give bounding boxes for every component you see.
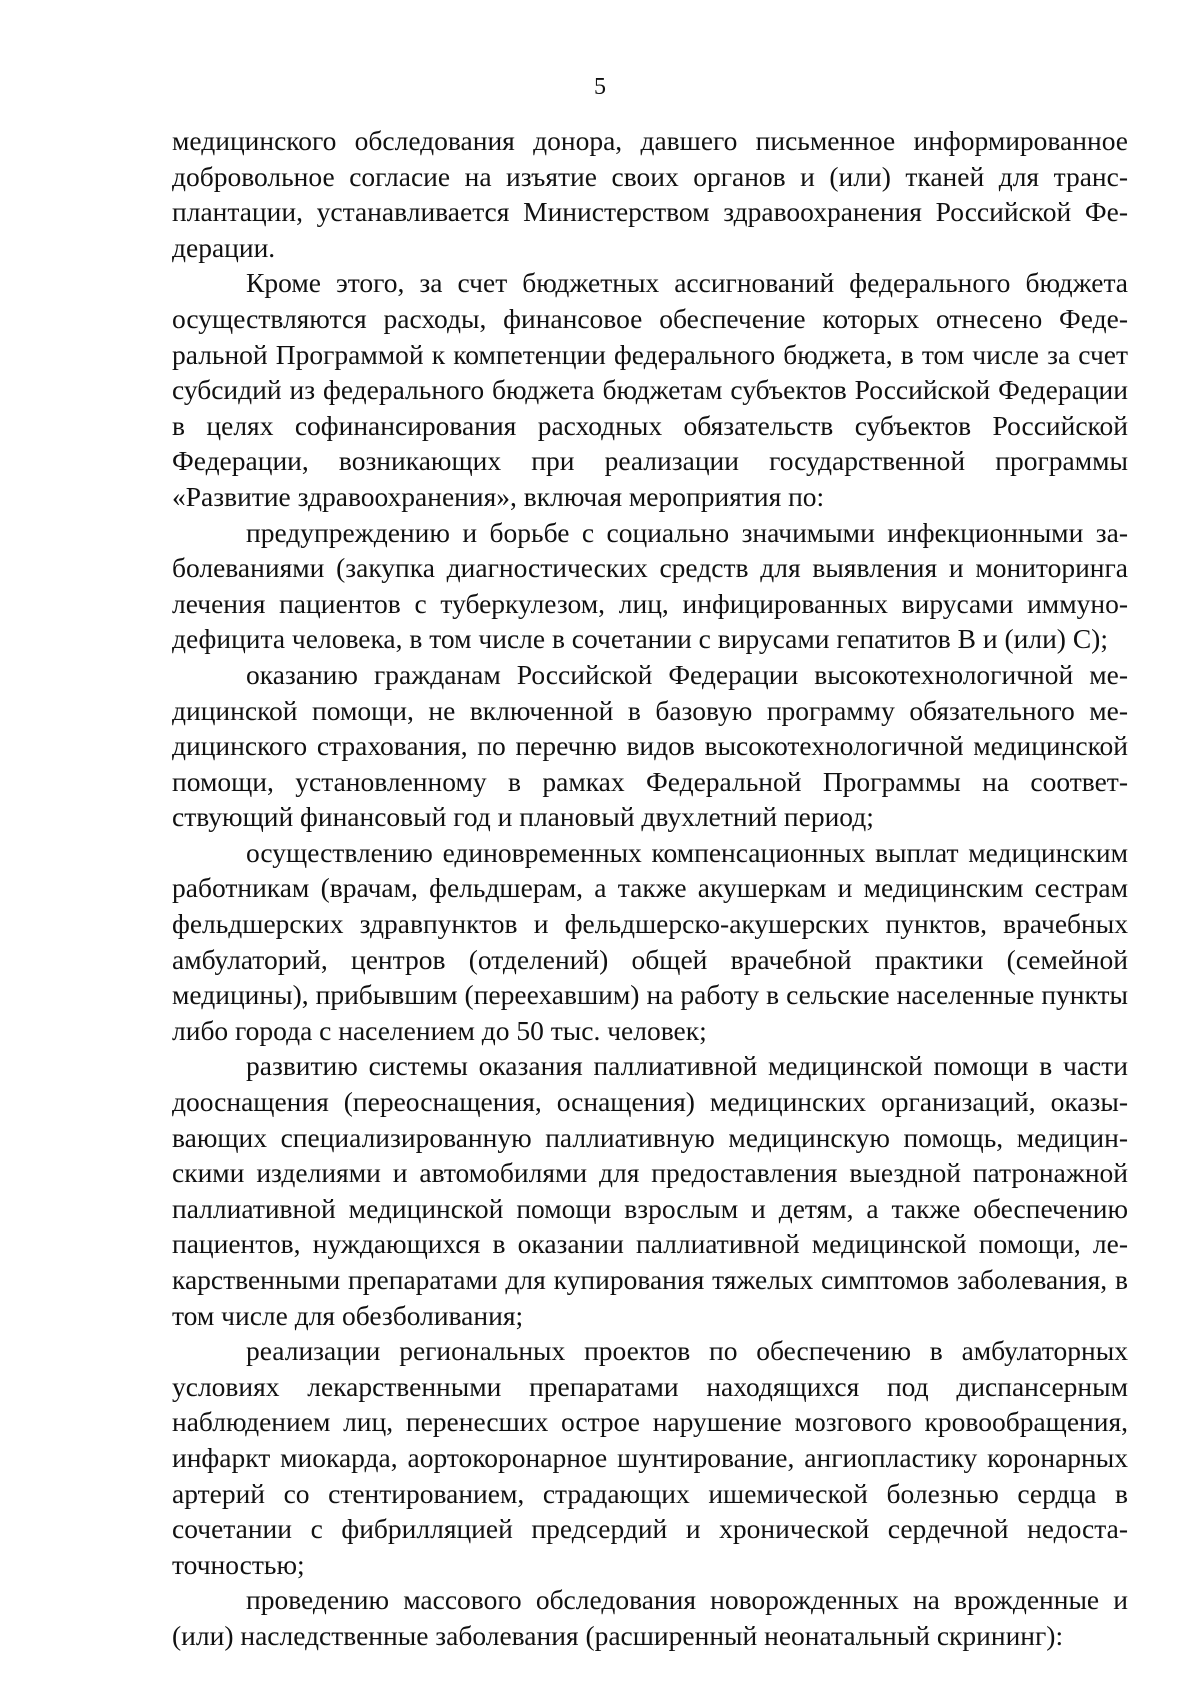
paragraph-infectious-diseases: предупреждению и борьбе с социально значимыми инфекционными заболеваниями (закупка диагностических средств для выявления и мониторинга лечения пациентов с туберкулезом, лиц, инфицированных вирусами иммунодефицита человека, в том числе в сочетании с вирусами гепатитов В и (или) С);: [172, 516, 1128, 655]
paragraph-donor-examination: медицинского обследования донора, давшего письменное информированное добровольное согласие на изъятие своих органов и (или) тканей для трансплантации, устанавливается Министерством здравоохранения Российской Федерации.: [172, 125, 1128, 263]
paragraph-palliative-care: развитию системы оказания паллиативной медицинской помощи в части дооснащения (переоснащения, оснащения) медицинских организаций, оказывающих специализированную паллиативную медицинскую помощь, медицинскими изделиями и автомобилями для предоставления выездной патронажной паллиативной медицинской помощи взрослым и детям, а также обеспечению пациентов, нуждающихся в оказании паллиативной медицинской помощи, лекарственными препаратами для купирования тяжелых симптомов заболевания, в том числе для обезболивания;: [172, 1050, 1128, 1331]
document-body: [172, 123, 1128, 1654]
paragraph-compensation-payments: осуществлению единовременных компенсационных выплат медицинским работникам (врачам, фельдшерам, а также акушеркам и медицинским сестрам фельдшерских здравпунктов и фельдшерско-акушерских пунктов, врачебных амбулаторий, центров (отделений) общей врачебной практики (семейной медицины), прибывшим (переехавшим) на работу в сельские населенные пункты либо города с населением до 50 тыс. человек;: [172, 836, 1128, 1046]
paragraph-high-tech-care: оказанию гражданам Российской Федерации высокотехнологичной медицинской помощи, не включенной в базовую программу обязательного медицинского страхования, по перечню видов высокотехнологичной медицинской помощи, установленному в рамках Федеральной Программы на соответствующий финансовый год и плановый двухлетний период;: [172, 658, 1128, 833]
page-number: 5: [594, 74, 606, 100]
paragraph-regional-projects: реализации региональных проектов по обеспечению в амбулаторных условиях лекарственными препаратами находящихся под диспансерным наблюдением лиц, перенесших острое нарушение мозгового кровообращения, инфаркт миокарда, аортокоронарное шунтирование, ангиопластику коронарных артерий со стентированием, страдающих ишемической болезнью сердца в сочетании с фибрилляцией предсердий и хронической сердечной недостаточностью;: [172, 1335, 1128, 1580]
paragraph-federal-budget-expenses: Кроме этого, за счет бюджетных ассигнований федерального бюджета осуществляются расходы, финансовое обеспечение которых отнесено Федеральной Программой к компетенции федерального бюджета, в том числе за счет субсидий из федерального бюджета бюджетам субъектов Российской Федерации в целях софинансирования расходных обязательств субъектов Российской Федерации, возникающих при реализации государственной программы «Развитие здравоохранения», включая мероприятия по:: [172, 267, 1128, 512]
paragraph-newborn-screening: проведению массового обследования новорожденных на врожденные и (или) наследственные заболевания (расширенный неонатальный скрининг):: [172, 1584, 1128, 1651]
